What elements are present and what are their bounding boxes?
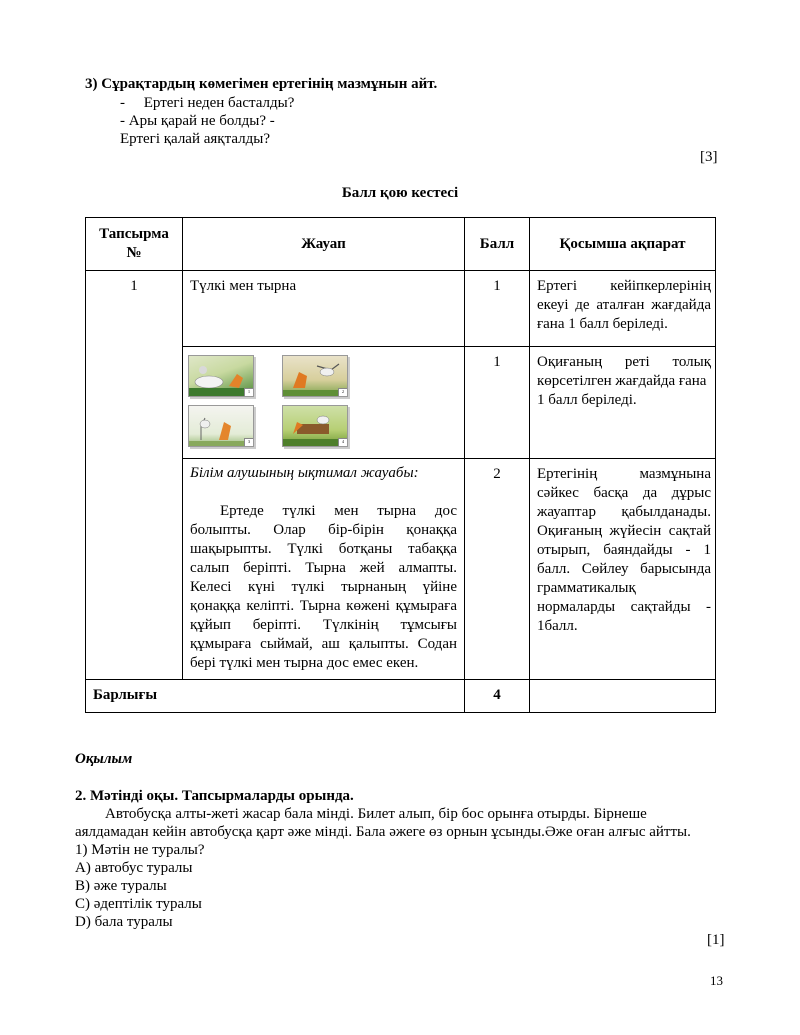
- info-text: Оқиғаның реті толық көрсетілген жағдайда ғана: [537, 354, 711, 389]
- answer-cell: Түлкі мен тырна: [183, 271, 465, 347]
- expected-answer-text: Ертеде түлкі мен тырна дос болыпты. Олар бір-бірін қонаққа шақырыпты. Түлкі ботқаны табаққа салып беріпті. Тырна жей алмапты. Келесі күні түлкі тырнаның үйіне қонаққа келіпті. Тырна көжені құмыраға құйып беріпті. Түлкінің тұмсығы құмыраға сыймай, аш қалыпты. Содан бері түлкі мен тырна дос емес екен.: [190, 503, 457, 671]
- header-info: Қосымша ақпарат: [530, 218, 716, 271]
- table-header-row: [86, 218, 716, 271]
- header-score: Балл: [465, 218, 530, 271]
- answer-cell: [183, 459, 465, 680]
- story-picture-sequence: [188, 355, 459, 450]
- task-number: 1: [86, 271, 183, 680]
- info-cell: Ертегінің мазмұнына сәйкес басқа да дұрыс жауаптар қабылданады. Оқиғаның жүйесін сақтай отырып, баяндайды - 1 балл. Сөйлеу барысында грамматикалық нормаларды сақтайды - 1балл.: [530, 459, 716, 680]
- table-total-row: [86, 680, 716, 713]
- total-value: 4: [465, 680, 530, 713]
- reading-text-line-2: аялдамадан кейін автобусқа қарт әже мінді. Бала әжеге өз орнын ұсынды.Әже оған алғыс айтты.: [75, 824, 691, 840]
- info-cell: Ертегі кейіпкерлерінің екеуі де аталған жағдайда ғана 1 балл беріледі.: [530, 271, 716, 347]
- picture-tag: 4: [338, 438, 348, 447]
- table-title: Балл қою кестесі: [341, 185, 459, 201]
- picture-tag: 3: [244, 438, 254, 447]
- info-text: 1 балл беріледі.: [537, 392, 637, 408]
- score-cell: 2: [465, 459, 530, 680]
- header-task: Тапсырма №: [86, 218, 183, 271]
- option-d: D) бала туралы: [75, 914, 173, 930]
- story-picture-4: [282, 405, 348, 447]
- option-b: B) әже туралы: [75, 878, 167, 894]
- scoring-table: [85, 217, 716, 713]
- reading-question: 1) Мәтін не туралы?: [75, 842, 205, 858]
- score-cell: 1: [465, 347, 530, 459]
- story-picture-1: [188, 355, 254, 397]
- expected-answer-heading: Білім алушының ықтимал жауабы:: [190, 465, 419, 481]
- reading-task-heading: 2. Мәтінді оқы. Тапсырмаларды орында.: [75, 788, 354, 804]
- info-cell: [530, 347, 716, 459]
- reading-section-label: Оқылым: [75, 751, 133, 767]
- table-row: [86, 271, 716, 347]
- question-2: - Ары қарай не болды? -: [120, 113, 275, 129]
- score-cell: 1: [465, 271, 530, 347]
- story-picture-3: [188, 405, 254, 447]
- question-3: Ертегі қалай аяқталды?: [120, 131, 270, 147]
- section3-marks: [3]: [700, 149, 718, 165]
- option-a: A) автобус туралы: [75, 860, 193, 876]
- story-picture-2: [282, 355, 348, 397]
- picture-tag: 1: [244, 388, 254, 397]
- total-label: Барлығы: [86, 680, 465, 713]
- total-info-empty: [530, 680, 716, 713]
- page-number: 13: [710, 973, 723, 988]
- reading-text-line-1: Автобусқа алты-жеті жасар бала мінді. Билет алып, бір бос орынға отырды. Бірнеше: [105, 806, 647, 822]
- picture-tag: 2: [338, 388, 348, 397]
- option-c: C) әдептілік туралы: [75, 896, 202, 912]
- section3-heading: 3) Сұрақтардың көмегімен ертегінің мазмұнын айт.: [85, 76, 438, 92]
- header-answer: Жауап: [183, 218, 465, 271]
- answer-cell-pictures: [183, 347, 465, 459]
- reading-marks: [1]: [707, 932, 725, 948]
- question-1: - Ертегі неден басталды?: [120, 95, 295, 111]
